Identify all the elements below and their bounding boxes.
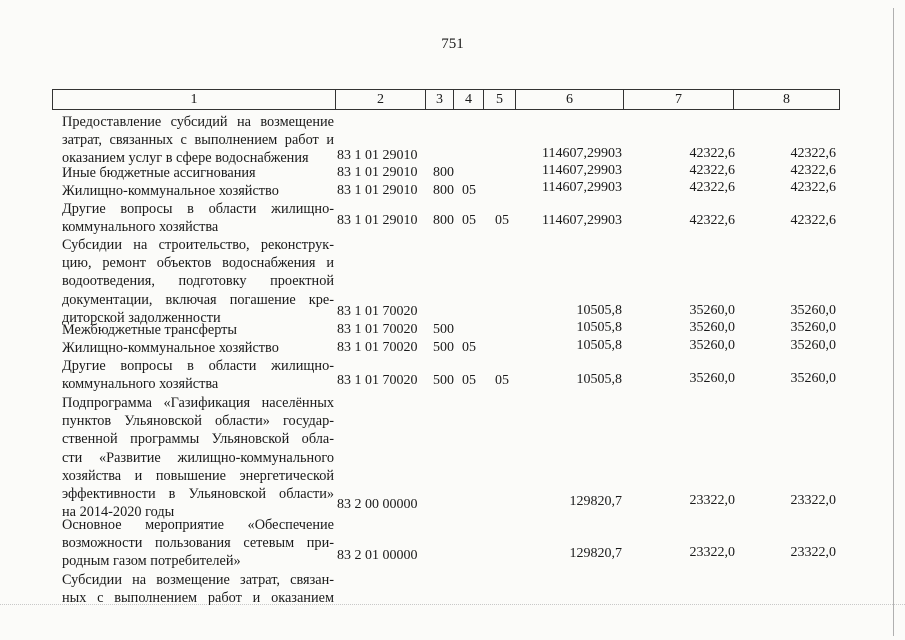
row-value-col7: 35260,0 (689, 320, 735, 335)
header-cell-4: 4 (453, 89, 483, 110)
row-code: 83 1 01 70020 (337, 373, 418, 388)
row-code: 83 1 01 29010 (337, 183, 418, 198)
row-value-col8: 42322,6 (790, 213, 836, 228)
row-value-col7: 23322,0 (689, 493, 735, 508)
row-vr: 800 (433, 165, 454, 180)
row-value-col6: 129820,7 (569, 546, 622, 561)
row-value-col7: 35260,0 (689, 303, 735, 318)
row-value-col6: 114607,29903 (542, 213, 622, 228)
row-value-col8: 42322,6 (790, 180, 836, 195)
header-cell-1: 1 (52, 89, 335, 110)
header-cell-6: 6 (515, 89, 623, 110)
row-code: 83 1 01 70020 (337, 322, 418, 337)
row-code: 83 1 01 29010 (337, 213, 418, 228)
row-value-col6: 10505,8 (576, 338, 622, 353)
row-rz: 05 (462, 340, 476, 355)
row-name: Иные бюджетные ассигнования (62, 165, 256, 181)
row-value-col8: 35260,0 (790, 371, 836, 386)
row-value-col7: 42322,6 (689, 180, 735, 195)
row-vr: 500 (433, 340, 454, 355)
row-code: 83 1 01 70020 (337, 340, 418, 355)
row-value-col6: 114607,29903 (542, 163, 622, 178)
row-name: Подпрограмма «Газификация населённых пунктов Ульяновской области» государ- ственной программы Ульяновской обла- сти «Развитие жилищно-коммунального хозяйства и повышение энергетической эффективности в Ульяновской области» на 2014-2020 годы (62, 395, 334, 521)
row-value-col6: 10505,8 (576, 303, 622, 318)
header-cell-8: 8 (733, 89, 840, 110)
header-cell-5: 5 (483, 89, 515, 110)
row-vr: 500 (433, 373, 454, 388)
row-name: Основное мероприятие «Обеспечение возможности пользования сетевым при- родным газом потребителей» (62, 517, 334, 570)
row-value-col7: 23322,0 (689, 545, 735, 560)
row-value-col7: 42322,6 (689, 213, 735, 228)
row-value-col7: 42322,6 (689, 163, 735, 178)
row-name: Предоставление субсидий на возмещение затрат, связанных с выполнением работ и оказанием услуг в сфере водоснабжения (62, 114, 334, 167)
row-value-col6: 10505,8 (576, 372, 622, 387)
row-vr: 500 (433, 322, 454, 337)
row-rz: 05 (462, 373, 476, 388)
row-vr: 800 (433, 213, 454, 228)
row-name: Субсидии на возмещение затрат, связан- ных с выполнением работ и оказанием (62, 572, 334, 607)
row-value-col8: 42322,6 (790, 146, 836, 161)
header-cell-2: 2 (335, 89, 425, 110)
row-value-col6: 114607,29903 (542, 146, 622, 161)
row-name: Субсидии на строительство, реконструк- цию, ремонт объектов водоснабжения и водоотведения, подготовку проектной документации, включая погашение кре- диторской задолженности (62, 237, 334, 326)
row-pr: 05 (495, 213, 509, 228)
header-cell-3: 3 (425, 89, 453, 110)
row-value-col8: 35260,0 (790, 338, 836, 353)
header-cell-7: 7 (623, 89, 733, 110)
row-value-col7: 42322,6 (689, 146, 735, 161)
row-value-col6: 114607,29903 (542, 180, 622, 195)
row-value-col8: 23322,0 (790, 545, 836, 560)
row-vr: 800 (433, 183, 454, 198)
row-value-col8: 23322,0 (790, 493, 836, 508)
row-code: 83 1 01 70020 (337, 304, 418, 319)
page-edge-line (893, 8, 894, 636)
page-number: 751 (441, 36, 464, 52)
row-value-col8: 35260,0 (790, 303, 836, 318)
row-value-col7: 35260,0 (689, 338, 735, 353)
row-value-col8: 35260,0 (790, 320, 836, 335)
row-value-col8: 42322,6 (790, 163, 836, 178)
row-code: 83 2 01 00000 (337, 548, 418, 563)
row-value-col6: 129820,7 (569, 494, 622, 509)
row-rz: 05 (462, 183, 476, 198)
row-value-col6: 10505,8 (576, 320, 622, 335)
row-code: 83 1 01 29010 (337, 148, 418, 163)
row-name: Жилищно-коммунальное хозяйство (62, 183, 279, 199)
row-rz: 05 (462, 213, 476, 228)
row-name: Межбюджетные трансферты (62, 322, 238, 338)
scan-dotted-line (0, 604, 905, 606)
row-value-col7: 35260,0 (689, 371, 735, 386)
row-code: 83 1 01 29010 (337, 165, 418, 180)
row-pr: 05 (495, 373, 509, 388)
row-name: Другие вопросы в области жилищно- коммунального хозяйства (62, 358, 334, 393)
row-name: Жилищно-коммунальное хозяйство (62, 340, 279, 356)
row-code: 83 2 00 00000 (337, 497, 418, 512)
row-name: Другие вопросы в области жилищно- коммунального хозяйства (62, 201, 334, 236)
